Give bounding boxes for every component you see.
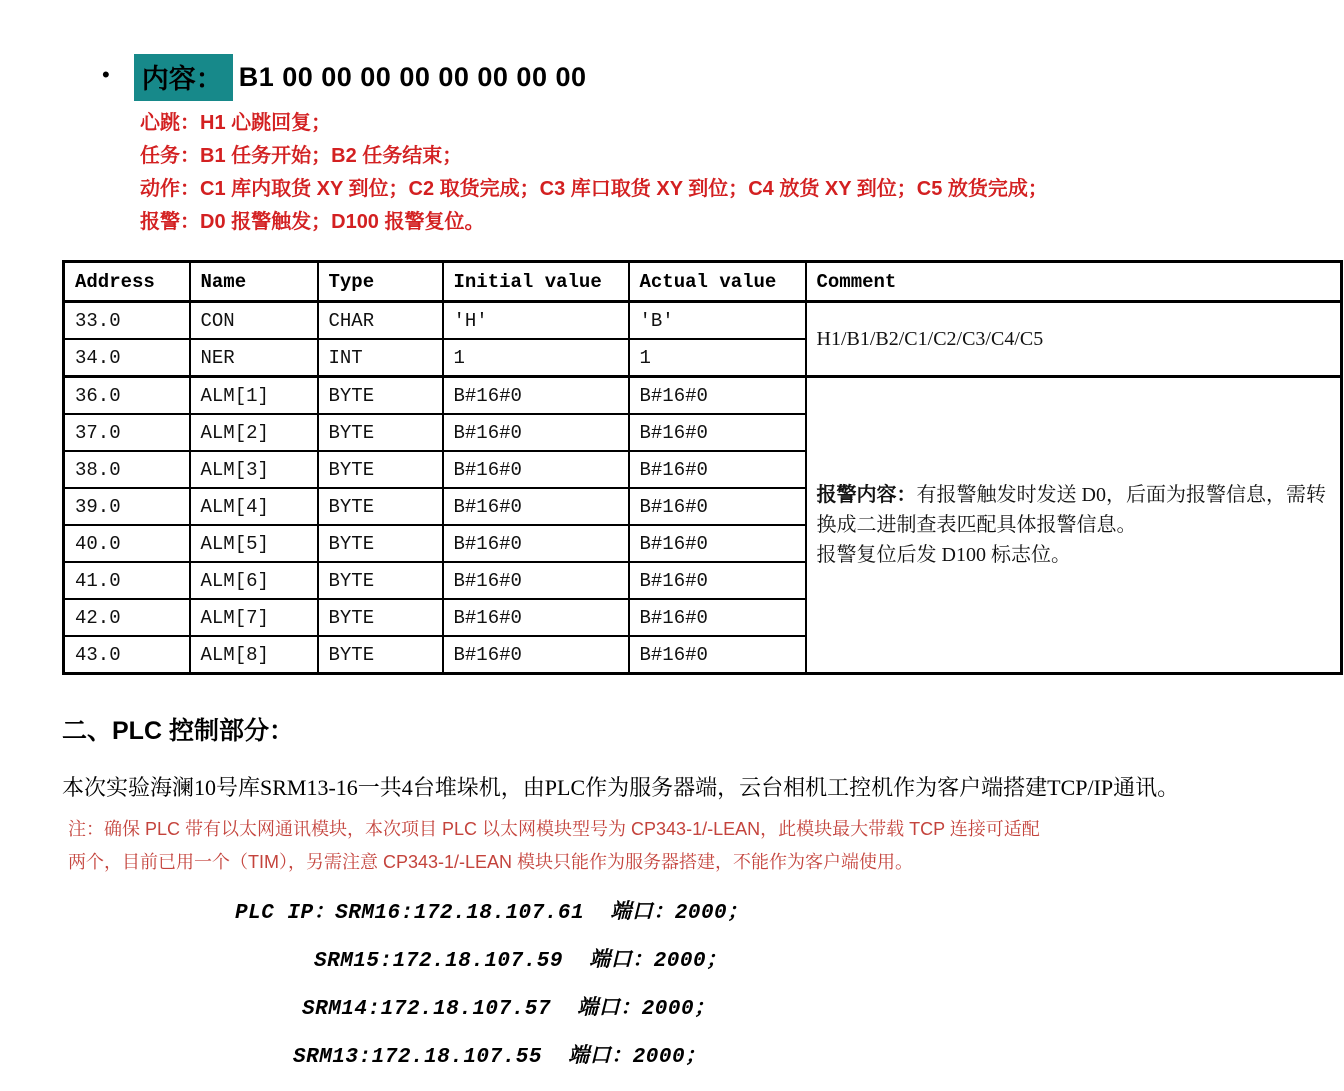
cell-initial: B#16#0 [443,525,629,562]
cell-name: ALM[1] [190,377,318,415]
comment-con-ner: H1/B1/B2/C1/C2/C3/C4/C5 [806,302,1342,377]
cell-initial: B#16#0 [443,636,629,674]
cell-name: ALM[5] [190,525,318,562]
cell-actual: 'B' [629,302,806,340]
cell-name: ALM[3] [190,451,318,488]
cell-name: ALM[2] [190,414,318,451]
col-header-name: Name [190,262,318,302]
cell-initial: B#16#0 [443,451,629,488]
cell-actual: B#16#0 [629,488,806,525]
cell-type: BYTE [318,562,443,599]
note-line: 两个，目前已用一个（TIM），另需注意 CP343-1/-LEAN 模块只能作为服务器搭建，不能作为客户端使用。 [68,852,914,872]
col-header-type: Type [318,262,443,302]
col-header-initial: Initial value [443,262,629,302]
cell-name: NER [190,339,318,377]
cell-type: BYTE [318,636,443,674]
cell-initial: B#16#0 [443,377,629,415]
col-header-comment: Comment [806,262,1342,302]
cell-type: BYTE [318,414,443,451]
plc-ip-srm16: PLC IP：SRM16:172.18.107.61 端口：2000； [235,902,749,925]
comment-alarm [806,377,1342,674]
bullet-icon: • [102,62,110,87]
col-header-actual: Actual value [629,262,806,302]
cell-type: BYTE [318,451,443,488]
cell-actual: 1 [629,339,806,377]
table-row [64,302,1342,340]
cell-type: BYTE [318,525,443,562]
cell-address: 40.0 [64,525,190,562]
message-bytes-title: B1 00 00 00 00 00 00 00 00 [238,61,587,92]
alarm-comment-text2: 报警复位后发 D100 标志位。 [816,544,1071,566]
cell-initial: B#16#0 [443,599,629,636]
note-block [62,813,1290,879]
legend-line-heartbeat: 心跳：H1 心跳回复； [140,112,332,134]
intro-paragraph: 本次实验海澜10号库SRM13-16一共4台堆垛机，由PLC作为服务器端，云台相机工控机作为客户端搭建TCP/IP通讯。 [62,775,1180,800]
cell-type: BYTE [318,377,443,415]
cell-address: 36.0 [64,377,190,415]
table-header-row [64,262,1342,302]
alarm-comment-paragraph [817,480,1331,540]
cell-address: 43.0 [64,636,190,674]
alarm-comment-text: 有报警触发时发送 D0，后面为报警信息，需转换成二进制查表匹配具体报警信息。 [816,484,1326,536]
legend-line-alarm: 报警：D0 报警触发；D100 报警复位。 [140,211,485,233]
note-line: 注：确保 PLC 带有以太网通讯模块，本次项目 PLC 以太网模块型号为 CP343-1/-LEAN，此模块最大带载 TCP 连接可适配 [68,819,1040,839]
cell-actual: B#16#0 [629,636,806,674]
cell-type: INT [318,339,443,377]
cell-actual: B#16#0 [629,525,806,562]
cell-actual: B#16#0 [629,414,806,451]
col-header-address: Address [64,262,190,302]
cell-type: BYTE [318,599,443,636]
cell-actual: B#16#0 [629,451,806,488]
cell-name: ALM[6] [190,562,318,599]
cell-initial: B#16#0 [443,488,629,525]
cell-initial: 'H' [443,302,629,340]
cell-address: 42.0 [64,599,190,636]
cell-type: BYTE [318,488,443,525]
bullet-list-item [102,55,1290,99]
cell-initial: B#16#0 [443,414,629,451]
content-highlight-label: 内容： [134,54,233,101]
cell-name: ALM[7] [190,599,318,636]
plc-ip-srm14: SRM14:172.18.107.57 端口：2000； [302,998,716,1021]
variable-table [62,260,1343,675]
legend-line-task: 任务：B1 任务开始；B2 任务结束； [140,145,463,167]
cell-actual: B#16#0 [629,377,806,415]
cell-address: 38.0 [64,451,190,488]
plc-ip-list [62,903,1290,1068]
cell-type: CHAR [318,302,443,340]
cell-initial: B#16#0 [443,562,629,599]
cell-address: 41.0 [64,562,190,599]
protocol-legend [140,107,1290,239]
plc-ip-srm13: SRM13:172.18.107.55 端口：2000； [293,1046,707,1069]
table-row [64,377,1342,415]
cell-address: 34.0 [64,339,190,377]
cell-name: CON [190,302,318,340]
cell-actual: B#16#0 [629,599,806,636]
cell-initial: 1 [443,339,629,377]
cell-name: ALM[8] [190,636,318,674]
cell-address: 37.0 [64,414,190,451]
cell-address: 39.0 [64,488,190,525]
cell-actual: B#16#0 [629,562,806,599]
cell-name: ALM[4] [190,488,318,525]
plc-ip-srm15: SRM15:172.18.107.59 端口：2000； [314,950,728,973]
section-heading-plc-control: 二、PLC 控制部分： [62,717,294,745]
cell-address: 33.0 [64,302,190,340]
alarm-comment-label: 报警内容： [816,484,917,506]
legend-line-action: 动作：C1 库内取货 XY 到位；C2 取货完成；C3 库口取货 XY 到位；C4 放货 XY 到位；C5 放货完成； [140,178,1048,200]
